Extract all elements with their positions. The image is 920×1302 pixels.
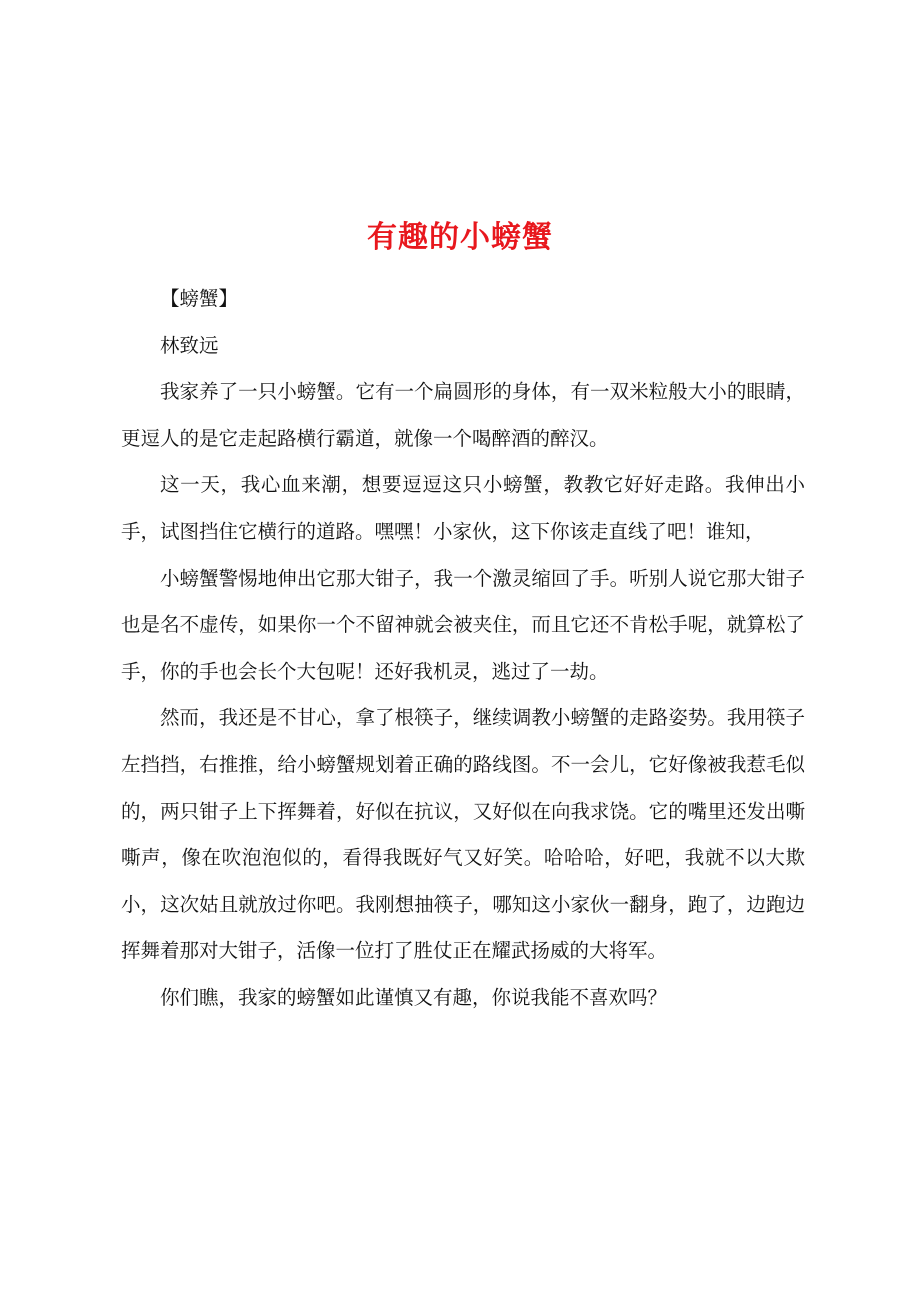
paragraph-claws: 小螃蟹警惕地伸出它那大钳子，我一个激灵缩回了手。听别人说它那大钳子也是名不虚传，如果你一个不留神就会被夹住，而且它还不肯松手呢，就算松了手，你的手也会长个大包呢！还好我机灵，逃过了一劫。	[121, 566, 805, 683]
document-body	[121, 276, 805, 1022]
author-name: 林致远	[160, 333, 219, 357]
document-title: 有趣的小螃蟹	[367, 220, 553, 256]
section-tag: 【螃蟹】	[160, 287, 239, 310]
paragraph-intro: 我家养了一只小螃蟹。它有一个扁圆形的身体，有一双米粒般大小的眼睛，更逗人的是它走起路横行霸道，就像一个喝醉酒的醉汉。	[121, 380, 805, 450]
paragraph-chopsticks: 然而，我还是不甘心，拿了根筷子，继续调教小螃蟹的走路姿势。我用筷子左挡挡，右推推，给小螃蟹规划着正确的路线图。不一会儿，它好像被我惹毛似的，两只钳子上下挥舞着，好似在抗议，又好似在向我求饶。它的嘴里还发出嘶嘶声，像在吹泡泡似的，看得我既好气又好笑。哈哈哈，好吧，我就不以大欺小，这次姑且就放过你吧。我刚想抽筷子，哪知这小家伙一翻身，跑了，边跑边挥舞着那对大钳子，活像一位打了胜仗正在耀武扬威的大将军。	[121, 706, 805, 963]
paragraph-blocking: 这一天，我心血来潮，想要逗逗这只小螃蟹，教教它好好走路。我伸出小手，试图挡住它横行的道路。嘿嘿！小家伙，这下你该走直线了吧！谁知，	[121, 473, 805, 543]
paragraph-conclusion: 你们瞧，我家的螃蟹如此谨慎又有趣，你说我能不喜欢吗？	[160, 985, 668, 1009]
